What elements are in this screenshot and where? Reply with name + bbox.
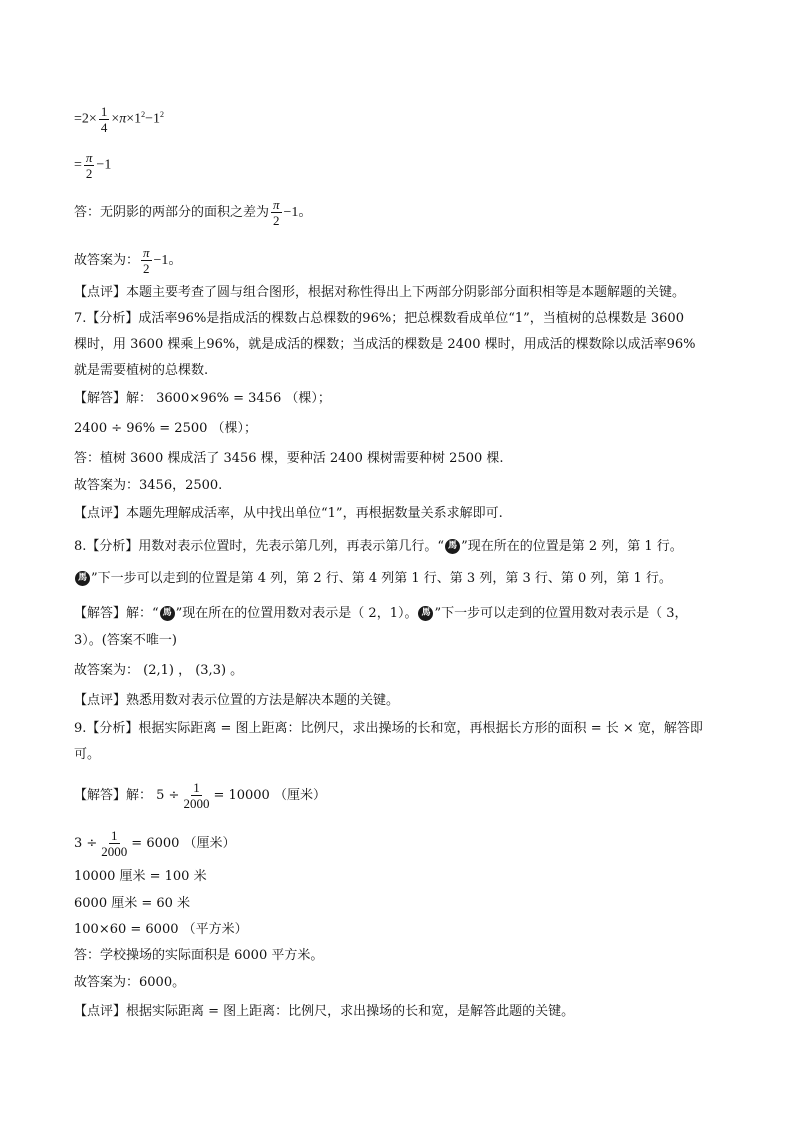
q8-comment: 【点评】熟悉用数对表示位置的方法是解决本题的关键。 <box>74 693 400 708</box>
scale-fraction <box>181 780 211 811</box>
fraction-numerator: π <box>143 245 150 260</box>
q9-final: 故答案为：6000。 <box>74 975 186 990</box>
formula-tail: −1 <box>96 157 112 173</box>
scale-fraction <box>99 828 129 859</box>
horse-piece-icon: 馬 <box>160 606 175 621</box>
q9-analysis-line-2: 可。 <box>74 747 101 762</box>
answer-fraction <box>271 197 282 228</box>
fraction-denominator: 2 <box>85 166 93 181</box>
radius-value: 1 <box>134 111 142 127</box>
times-sign: × <box>88 111 97 127</box>
q9-solution-line-1 <box>74 780 326 811</box>
q9-analysis-line-1: 9.【分析】根据实际距离 = 图上距离：比例尺，求出操场的长和宽，再根据长方形的面积 = 长 × 宽，解答即 <box>74 721 703 736</box>
solution-text: = 10000 （厘米） <box>213 788 326 803</box>
solution-text: = 6000 （厘米） <box>131 836 236 851</box>
q6-answer-line <box>74 197 312 228</box>
solution-text: ”下一步可以走到的位置用数对表示是（ 3， <box>434 606 688 621</box>
q6-final-line <box>74 245 182 276</box>
fraction-numerator: 1 <box>111 828 118 843</box>
final-suffix: −1。 <box>153 253 183 268</box>
solution-text: ”现在所在的位置用数对表示是（ 2，1）。 <box>175 606 418 621</box>
solution-text: 3 ÷ <box>74 836 98 851</box>
q7-answer: 答：植树 3600 棵成活了 3456 棵，要种活 2400 棵树需要种树 2500 棵. <box>74 451 504 466</box>
fraction-denominator: 2000 <box>183 796 210 811</box>
fraction-numerator: π <box>85 150 93 165</box>
final-fraction <box>141 245 152 276</box>
q8-analysis-line-2 <box>74 570 672 588</box>
q6-comment: 【点评】本题主要考查了圆与组合图形，根据对称性得出上下两部分阴影部分面积相等是本题解题的关键。 <box>74 285 686 300</box>
times-sign: × <box>126 111 135 127</box>
q7-comment: 【点评】本题先理解成活率，从中找出单位“1”，再根据数量关系求解即可. <box>74 506 503 521</box>
q9-answer: 答：学校操场的实际面积是 6000 平方米。 <box>74 948 324 963</box>
pi-symbol: π <box>119 111 127 127</box>
q8-solution-line-2: 3）。(答案不唯一) <box>74 633 177 648</box>
formula-line-1 <box>74 104 164 135</box>
q7-final: 故答案为：3456，2500. <box>74 478 223 493</box>
q9-comment: 【点评】根据实际距离 = 图上距离：比例尺，求出操场的长和宽，是解答此题的关键。 <box>74 1004 575 1019</box>
equals-sign: = <box>74 111 82 127</box>
fraction-pi-over-two <box>84 150 95 181</box>
answer-suffix: −1。 <box>283 205 313 220</box>
q9-area-calc: 100×60 = 6000 （平方米） <box>74 922 248 937</box>
q8-solution-line-1 <box>74 605 688 623</box>
fraction-denominator: 2 <box>273 213 280 228</box>
fraction-denominator: 2000 <box>101 844 128 859</box>
q7-analysis-line-3: 就是需要植树的总棵数. <box>74 363 209 378</box>
fraction-one-quarter <box>99 104 110 135</box>
solution-text: 【解答】解： 5 ÷ <box>74 788 180 803</box>
coefficient: 2 <box>81 111 89 127</box>
q7-solution-line-1: 【解答】解： 3600×96% = 3456 （棵）； <box>74 391 331 406</box>
fraction-numerator: π <box>273 197 280 212</box>
q8-final: 故答案为： (2,1) ， (3,3) 。 <box>74 663 244 678</box>
final-answer-label: 故答案为： <box>74 253 140 268</box>
analysis-text: 8.【分析】用数对表示位置时，先表示第几列，再表示第几行。“ <box>74 539 445 554</box>
q8-analysis-line-1 <box>74 538 683 556</box>
q7-analysis-line-2: 棵时，用 3600 棵乘上96%，就是成活的棵数；当成活的棵数是 2400 棵时，用成活的棵数除以成活率96% <box>74 337 696 352</box>
fraction-numerator: 1 <box>193 780 200 795</box>
horse-piece-icon: 馬 <box>445 539 460 554</box>
answer-text: 答：无阴影的两部分的面积之差为 <box>74 205 270 220</box>
horse-piece-icon: 馬 <box>418 606 433 621</box>
exponent: 2 <box>141 110 146 120</box>
times-sign: × <box>111 111 120 127</box>
exponent: 2 <box>160 110 165 120</box>
solution-text: 【解答】解：“ <box>74 606 159 621</box>
fraction-numerator: 1 <box>100 104 108 119</box>
minus-sign: − <box>145 111 154 127</box>
analysis-text: ”现在所在的位置是第 2 列，第 1 行。 <box>461 539 683 554</box>
formula-line-2 <box>74 150 111 181</box>
q7-solution-line-2: 2400 ÷ 96% = 2500 （棵）； <box>74 421 258 436</box>
fraction-denominator: 2 <box>143 261 150 276</box>
q7-analysis-line-1: 7.【分析】成活率96%是指成活的棵数占总棵数的96%；把总棵数看成单位“1”，当植树的总棵数是 3600 <box>74 311 684 326</box>
q9-solution-line-2 <box>74 828 236 859</box>
radius-value: 1 <box>153 111 161 127</box>
q9-conversion-2: 6000 厘米 = 60 米 <box>74 896 191 911</box>
equals-sign: = <box>74 157 82 173</box>
analysis-text: ”下一步可以走到的位置是第 4 列，第 2 行、第 4 列第 1 行、第 3 列，第 3 行、第 0 列，第 1 行。 <box>91 571 672 586</box>
horse-piece-icon: 馬 <box>75 571 90 586</box>
fraction-denominator: 4 <box>100 120 108 135</box>
q9-conversion-1: 10000 厘米 = 100 米 <box>74 869 207 884</box>
